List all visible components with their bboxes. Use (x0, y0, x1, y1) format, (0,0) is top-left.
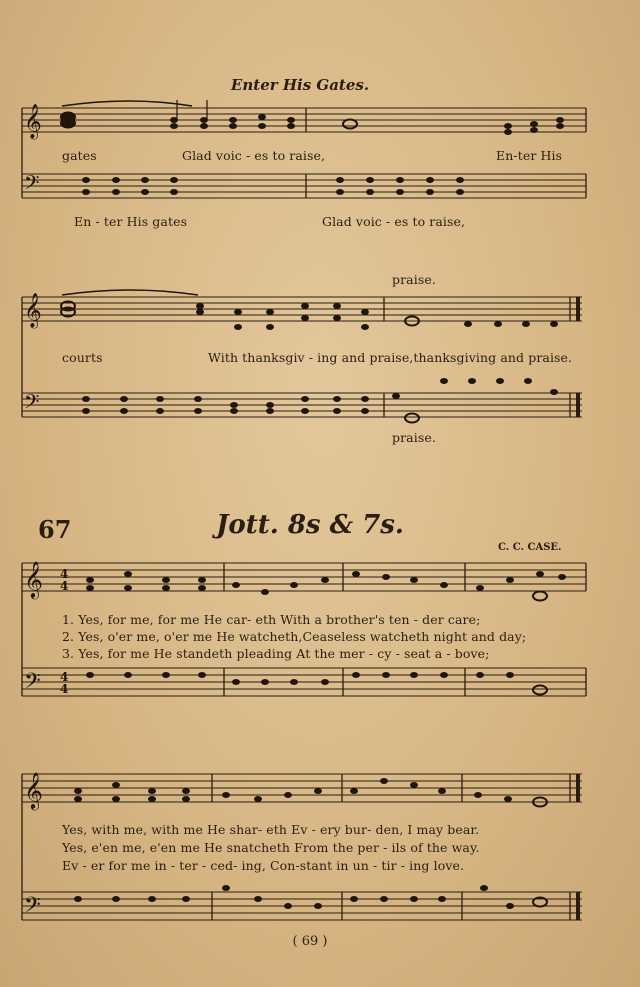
lyric-s2-above: praise. (392, 272, 436, 287)
svg-text:4: 4 (60, 670, 69, 684)
lyric-s2-upper-2: With thanksgiv - ing and praise,thanksgiving and praise. (208, 350, 573, 365)
staff-h1-treble (22, 563, 586, 591)
svg-text:𝄞: 𝄞 (24, 771, 43, 809)
section-title: Enter His Gates. (230, 76, 370, 94)
verse-2-line-b: Yes, e'en me, e'en me He snatcheth From the per - ils of the way. (62, 840, 480, 855)
staff-s1-bass (22, 174, 586, 198)
verse-2-line-a: 2. Yes, o'er me, o'er me He watcheth,Ceaseless watcheth night and day; (62, 629, 527, 644)
staff-s1-treble (22, 108, 586, 132)
staff-h2-treble (22, 774, 582, 802)
svg-text:𝄢: 𝄢 (24, 893, 41, 923)
verse-3-line-b: Ev - er for me in - ter - ced- ing, Con-stant in un - tir - ing love. (62, 858, 465, 873)
hymn-number: 67 (38, 515, 72, 544)
svg-text:𝄢: 𝄢 (24, 669, 41, 699)
svg-text:4: 4 (60, 567, 69, 581)
lyric-s1-upper-3: En-ter His (496, 148, 563, 163)
svg-text:𝄞: 𝄞 (24, 293, 42, 328)
lyric-s2-upper-1: courts (62, 350, 103, 365)
verse-3-line-a: 3. Yes, for me He standeth pleading At the mer - cy - seat a - bove; (62, 646, 490, 661)
verse-1-line-b: Yes, with me, with me He shar- eth Ev - ery bur- den, I may bear. (62, 822, 480, 837)
composer: C. C. CASE. (498, 542, 562, 553)
staff-h1-bass (22, 668, 586, 696)
page-number: ( 69 ) (292, 934, 328, 949)
lyric-s1-lower-2: Glad voic - es to raise, (322, 214, 466, 229)
svg-text:𝄢: 𝄢 (24, 390, 40, 418)
lyric-s1-upper-1: gates (62, 148, 97, 163)
staff-s2-bass (22, 393, 582, 417)
svg-text:4: 4 (60, 682, 69, 696)
svg-text:𝄞: 𝄞 (24, 560, 43, 598)
verse-1-line-a: 1. Yes, for me, for me He car- eth With a brother's ten - der care; (62, 612, 481, 627)
hymn-title: Jott. 8s & 7s. (216, 510, 404, 540)
notes-s1-treble (61, 100, 564, 135)
lyric-s1-lower-1: En - ter His gates (74, 214, 188, 229)
lyric-s2-below: praise. (392, 430, 436, 445)
svg-text:4: 4 (60, 579, 69, 593)
lyric-s1-upper-2: Glad voic - es to raise, (182, 148, 326, 163)
staff-h2-bass (22, 892, 582, 920)
treble-clef-icon: 𝄞 (24, 104, 42, 139)
bass-clef-icon: 𝄢 (24, 171, 40, 199)
